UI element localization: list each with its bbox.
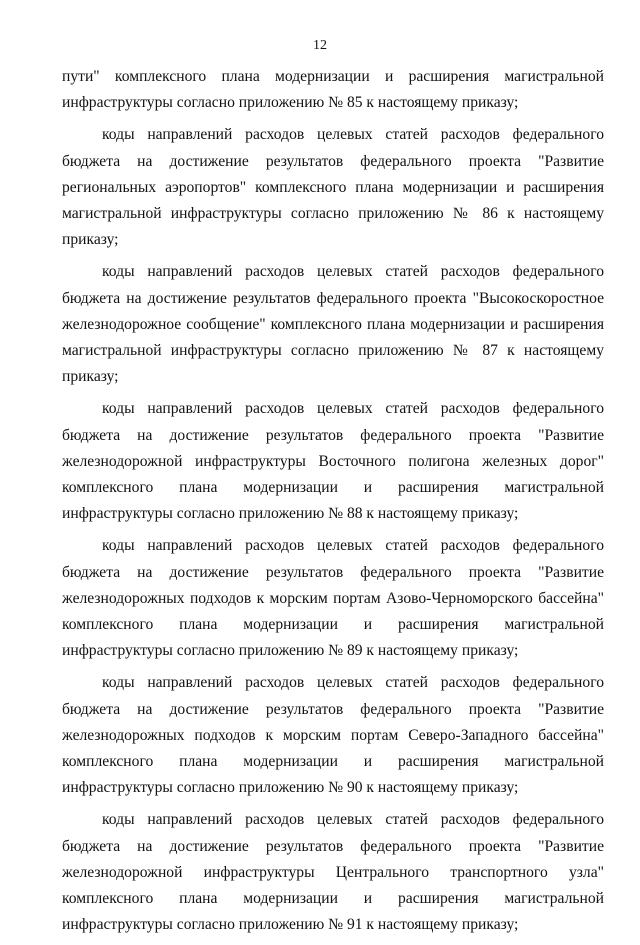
paragraph-annex-86: коды направлений расходов целевых статей расходов федерального бюджета на достижение результатов федерального проекта "Развитие региональных аэропортов" комплексного плана модернизации и расширения магистральной инфраструктуры согласно приложению № 86 к настоящему приказу; (62, 126, 604, 249)
paragraph-annex-88: коды направлений расходов целевых статей расходов федерального бюджета на достижение результатов федерального проекта "Развитие железнодорожной инфраструктуры Восточного полигона железных дорог" комплексного плана модернизации и расширения магистральной инфраструктуры согласно приложению № 88 к настоящему приказу; (62, 400, 604, 523)
document-body (62, 64, 604, 945)
paragraph-annex-91: коды направлений расходов целевых статей расходов федерального бюджета на достижение результатов федерального проекта "Развитие железнодорожной инфраструктуры Центрального транспортного узла" комплексного плана модернизации и расширения магистральной инфраструктуры согласно приложению № 91 к настоящему приказу; (62, 811, 604, 934)
paragraph-annex-90: коды направлений расходов целевых статей расходов федерального бюджета на достижение результатов федерального проекта "Развитие железнодорожных подходов к морским портам Северо-Западного бассейна" комплексного плана модернизации и расширения магистральной инфраструктуры согласно приложению № 90 к настоящему приказу; (62, 674, 604, 797)
paragraph-annex-87: коды направлений расходов целевых статей расходов федерального бюджета на достижение результатов федерального проекта "Высокоскоростное железнодорожное сообщение" комплексного плана модернизации и расширения магистральной инфраструктуры согласно приложению № 87 к настоящему приказу; (62, 263, 604, 386)
page-number: 12 (313, 38, 327, 53)
paragraph-annex-85: пути" комплексного плана модернизации и расширения магистральной инфраструктуры согласно приложению № 85 к настоящему приказу; (62, 68, 604, 112)
paragraph-annex-89: коды направлений расходов целевых статей расходов федерального бюджета на достижение результатов федерального проекта "Развитие железнодорожных подходов к морским портам Азово-Черноморского бассейна" комплексного плана модернизации и расширения магистральной инфраструктуры согласно приложению № 89 к настоящему приказу; (62, 537, 604, 660)
